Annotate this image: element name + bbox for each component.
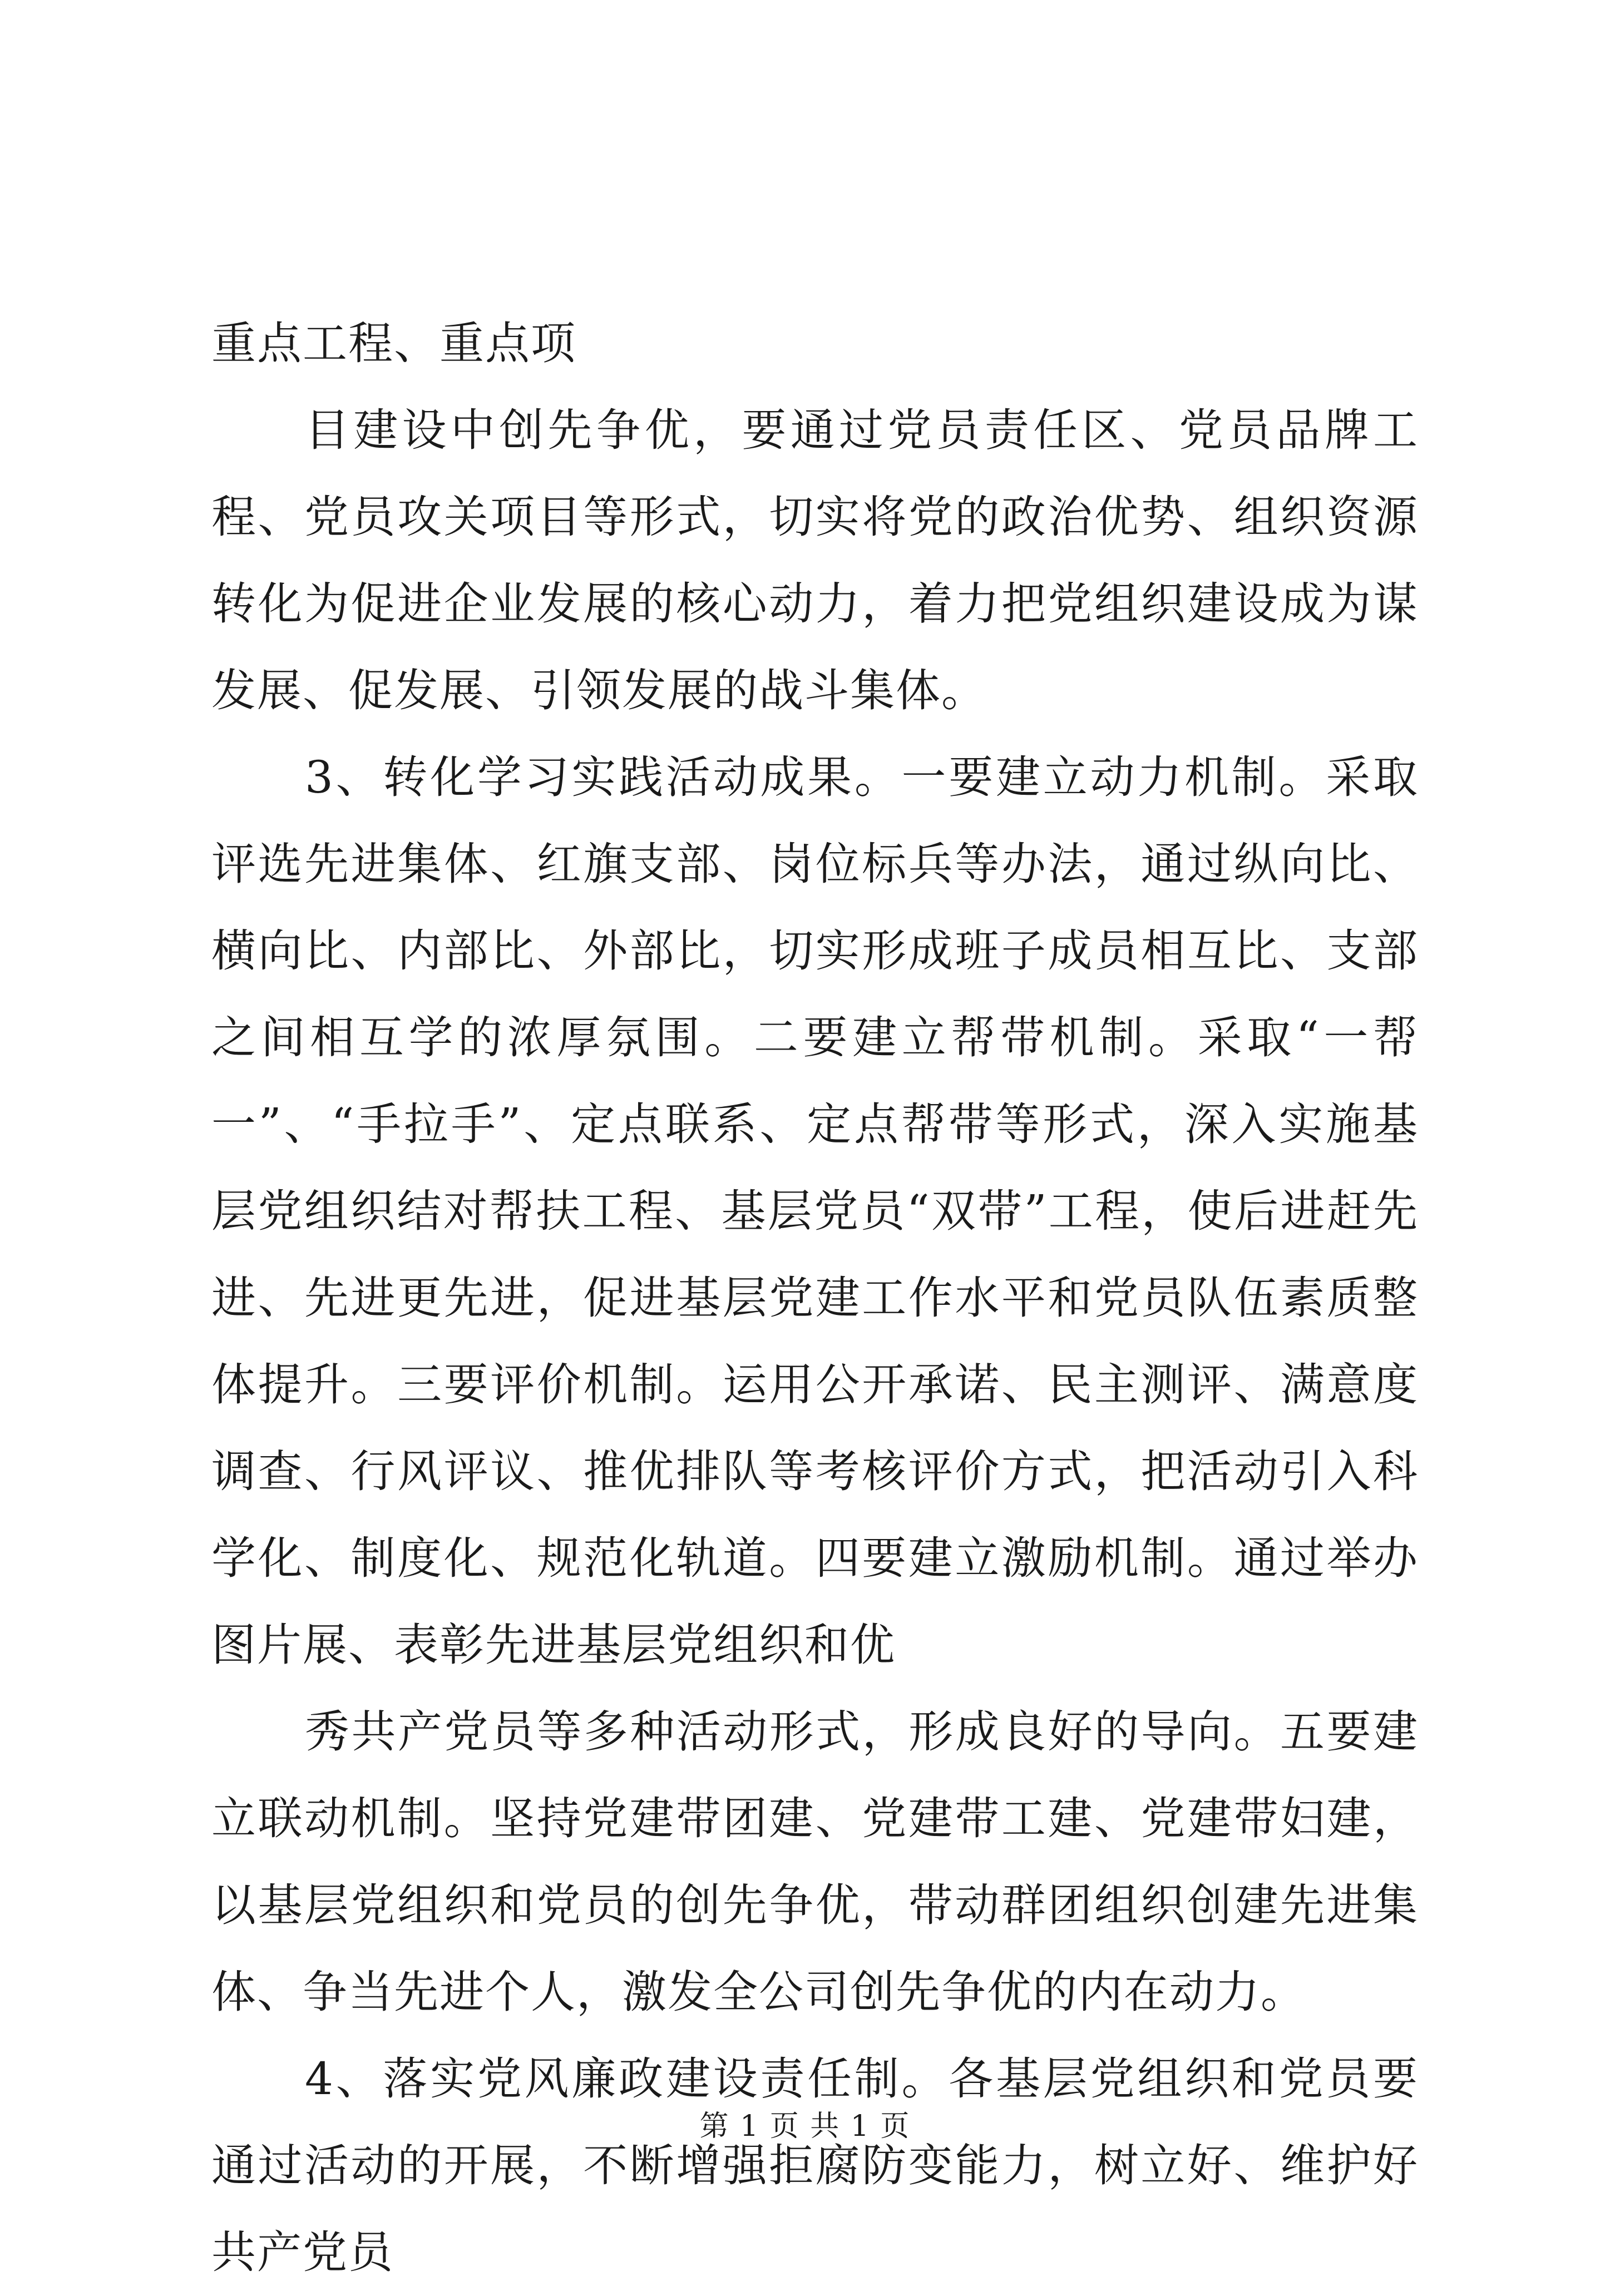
paragraph-3: 3、转化学习实践活动成果。一要建立动力机制。采取评选先进集体、红旗支部、岗位标兵等办法，通过纵向比、横向比、内部比、外部比，切实形成班子成员相互比、支部之间相互学的浓厚氛围。二要建立帮带机制。采取“一帮一”、“手拉手”、定点联系、定点帮带等形式，深入实施基层党组织结对帮扶工程、基层党员“双带”工程，使后进赶先进、先进更先进，促进基层党建工作水平和党员队伍素质整体提升。三要评价机制。运用公开承诺、民主测评、满意度调查、行风评议、推优排队等考核评价方式，把活动引入科学化、制度化、规范化轨道。四要建立激励机制。通过举办图片展、表彰先进基层党组织和优 (211, 751, 1419, 1671)
paragraph-1: 重点工程、重点项 (211, 318, 576, 369)
paragraph-2: 目建设中创先争优，要通过党员责任区、党员品牌工程、党员攻关项目等形式，切实将党的政治优势、组织资源转化为促进企业发展的核心动力，着力把党组织建设成为谋发展、促发展、引领发展的战斗集体。 (211, 404, 1419, 716)
document-body (211, 300, 1419, 2296)
paragraph-5: 4、落实党风廉政建设责任制。各基层党组织和党员要通过活动的开展，不断增强拒腐防变能力，树立好、维护好共产党员 (211, 2053, 1419, 2278)
paragraph-4: 秀共产党员等多种活动形式，形成良好的导向。五要建立联动机制。坚持党建带团建、党建带工建、党建带妇建，以基层党组织和党员的创先争优，带动群团组织创建先进集体、争当先进个人，激发全公司创先争优的内在动力。 (211, 1706, 1419, 2018)
page-footer: 第 1 页 共 1 页 (699, 2110, 911, 2143)
